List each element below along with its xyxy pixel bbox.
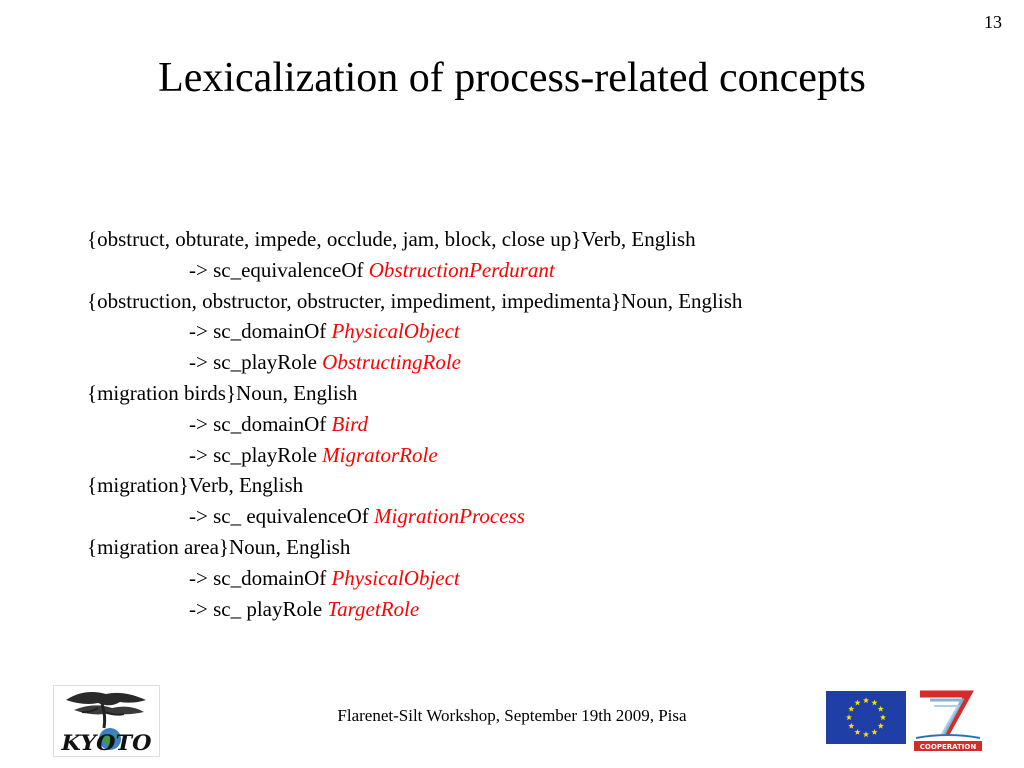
entry-text: {migration}Verb, English xyxy=(87,473,304,498)
relation-text: -> sc_equivalenceOf xyxy=(189,257,369,282)
eu-star-icon xyxy=(848,706,854,712)
slide-title: Lexicalization of process-related concepts xyxy=(158,55,866,101)
relation-text: -> sc_domainOf xyxy=(189,565,332,590)
relation-line xyxy=(87,255,742,286)
fp7-logo xyxy=(912,688,984,752)
concept-name: Bird xyxy=(331,411,369,436)
relation-text: -> sc_playRole xyxy=(189,350,323,375)
eu-star-icon xyxy=(854,729,860,735)
relation-line xyxy=(87,501,742,532)
fp7-cooperation-text: COOPERATION xyxy=(919,743,977,751)
entry-text: {migration area}Noun, English xyxy=(87,534,351,559)
concept-name: MigrationProcess xyxy=(374,504,525,529)
eu-star-icon xyxy=(871,700,877,706)
concept-name: MigratorRole xyxy=(322,442,438,467)
eu-star-icon xyxy=(854,700,860,706)
eu-star-icon xyxy=(880,714,886,720)
concept-name: TargetRole xyxy=(327,596,420,621)
slide-number: 13 xyxy=(984,12,1002,32)
relation-line xyxy=(87,594,742,625)
entry-text: {migration birds}Noun, English xyxy=(87,380,358,405)
eu-star-icon xyxy=(848,723,854,729)
entry-text: {obstruction, obstructor, obstructer, impediment, impedimenta}Noun, English xyxy=(87,288,743,313)
eu-star-icon xyxy=(863,731,869,737)
kyoto-logo-text: KYOTO xyxy=(60,730,153,755)
eu-star-icon xyxy=(863,697,869,703)
entry-text: {obstruct, obturate, impede, occlude, jam, block, close up}Verb, English xyxy=(87,227,696,251)
relation-text: -> sc_domainOf xyxy=(189,411,332,436)
eu-stars-icon xyxy=(826,691,906,744)
slide-content xyxy=(87,224,742,624)
lexical-entry xyxy=(87,470,742,501)
eu-star-icon xyxy=(878,706,884,712)
relation-text: -> sc_playRole xyxy=(189,442,323,467)
eu-star-icon xyxy=(878,723,884,729)
relation-line xyxy=(87,440,742,471)
eu-star-icon xyxy=(846,714,852,720)
concept-name: ObstructionPerdurant xyxy=(368,257,555,282)
concept-name: PhysicalObject xyxy=(331,565,460,590)
relation-text: -> sc_domainOf xyxy=(189,319,332,344)
footer-text: Flarenet-Silt Workshop, September 19th 2009, Pisa xyxy=(337,706,687,725)
lexical-entry xyxy=(87,286,742,317)
relation-text: -> sc_ equivalenceOf xyxy=(189,504,375,529)
concept-name: ObstructingRole xyxy=(322,350,461,375)
relation-line xyxy=(87,409,742,440)
lexical-entry xyxy=(87,224,742,255)
lexical-entry xyxy=(87,532,742,563)
eu-star-icon xyxy=(871,729,877,735)
relation-line xyxy=(87,316,742,347)
relation-line xyxy=(87,347,742,378)
relation-line xyxy=(87,563,742,594)
concept-name: PhysicalObject xyxy=(331,319,460,344)
lexical-entry xyxy=(87,378,742,409)
eu-flag xyxy=(826,691,906,744)
relation-text: -> sc_ playRole xyxy=(189,596,328,621)
